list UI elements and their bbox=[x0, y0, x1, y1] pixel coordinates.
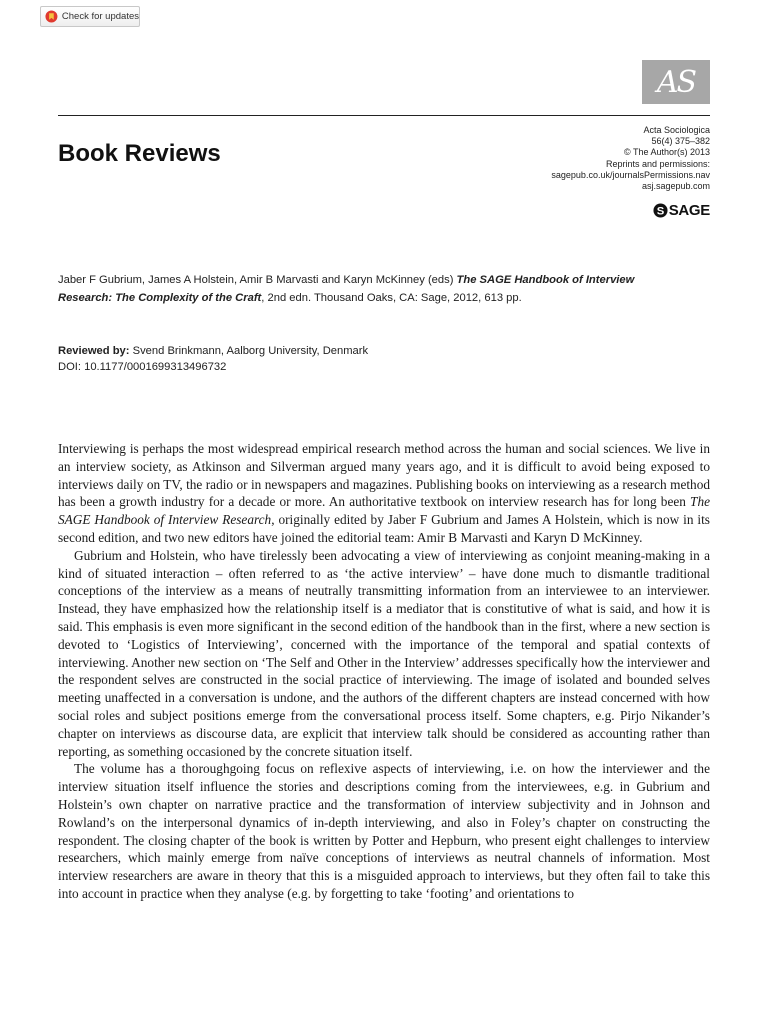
citation-authors: Jaber F Gubrium, James A Holstein, Amir B Marvasti and Karyn McKinney (eds) bbox=[58, 274, 457, 286]
review-body bbox=[58, 440, 710, 903]
book-citation bbox=[58, 272, 678, 307]
check-for-updates-label: Check for updates bbox=[61, 11, 139, 22]
sage-s-icon bbox=[653, 203, 668, 218]
journal-logo-text: AS bbox=[656, 64, 696, 100]
reviewer-name: Svend Brinkmann, Aalborg University, Denmark bbox=[129, 345, 369, 357]
journal-copyright: © The Author(s) 2013 bbox=[623, 147, 710, 158]
journal-volume: 56(4) 375–382 bbox=[651, 136, 710, 147]
paragraph-2: Gubrium and Holstein, who have tirelessly been advocating a view of interviewing as conjoint meaning-making in a kind of situated interaction – often referred to as ‘the active interview’ – have done much to dismantle traditional conceptions of the interview as a means of neutrally transmitting information from an interviewee to an interviewer. Instead, they have emphasized how the relationship itself is a mediator that is constitutive of what is said, and how it is said. This emphasis is even more significant in the second edition of the handbook than in the first, where a new section is devoted to ‘Logistics of Interviewing’, concerned with the importance of the temporal and spatial contexts of interviewing. Another new section on ‘The Self and Other in the Interview’ addresses specifically how the interviewer and the respondent selves are constructed in the social practice of interviewing. The image of isolated and bounded selves meeting unaffected in a conversation is undone, and the authors of the different chapters are instead concerned with how social roles and subject positions emerge from the conversational process itself. Some chapters, e.g. Pirjo Nikander’s chapter on interviews as discourse data, are explicit that interview talk should be considered as accounting rather than reporting, as something occasioned by the concrete situation itself. bbox=[58, 547, 710, 759]
publisher-name: SAGE bbox=[668, 202, 710, 219]
paragraph-1-book-title: The SAGE Handbook of Interview Research bbox=[58, 494, 710, 528]
journal-info bbox=[551, 125, 710, 192]
journal-reprints: Reprints and permissions: bbox=[605, 158, 710, 169]
publisher-logo bbox=[653, 202, 710, 219]
journal-name: Acta Sociologica bbox=[643, 125, 710, 135]
doi[interactable]: DOI: 10.1177/0001699313496732 bbox=[58, 361, 227, 373]
header-rule bbox=[58, 115, 710, 116]
review-info bbox=[58, 343, 678, 375]
journal-site-link[interactable]: asj.sagepub.com bbox=[641, 181, 710, 192]
paragraph-1-text-a: Interviewing is perhaps the most widespread empirical research method across the human and social sciences. We live in an interview society, as Atkinson and Silverman argued many years ago, and it is difficult to avoid being exposed to interviews daily on TV, the radio or in newspapers and magazines. Publishing books on interviewing as a research method has been a growth industry for a decade or more. An authoritative textbook on interview research has for long been bbox=[58, 441, 710, 510]
citation-details: , 2nd edn. Thousand Oaks, CA: Sage, 2012, 613 pp. bbox=[261, 291, 522, 304]
journal-logo bbox=[642, 60, 710, 104]
page-title: Book Reviews bbox=[58, 140, 221, 167]
paragraph-3: The volume has a thoroughgoing focus on reflexive aspects of interviewing, i.e. on how the interviewer and the interview situation itself influence the stories and descriptions coming from the interviewees, e.g. in Gubrium and Holstein’s own chapter on narrative practice and the transformation of interview subjectivity and in Johnson and Rowland’s on the interpersonal dynamics of in-depth interviewing, and also in Foley’s chapter on constructing the respondent. The closing chapter of the book is written by Potter and Hepburn, who present eight challenges to interview researchers, which mainly emerge from naïve conceptions of interviews as neutral channels of information. Most interview researchers are aware in theory that this is a misguided approach to interviews, but they often fail to take this into account in practice when they analyse (e.g. by forgetting to take ‘footing’ and orientations to bbox=[58, 761, 710, 901]
svg-text:S: S bbox=[656, 205, 664, 218]
reviewed-by-label: Reviewed by: bbox=[58, 345, 130, 357]
paragraph-1-text-b: , originally edited by Jaber F Gubrium and James A Holstein, which is now in its second edition, and two new editors have joined the editorial team: Amir B Marvasti and Karyn D McKinney. bbox=[58, 512, 710, 545]
permissions-link[interactable]: sagepub.co.uk/journalsPermissions.nav bbox=[551, 169, 710, 180]
crossmark-icon bbox=[45, 10, 58, 23]
paragraph-1 bbox=[58, 440, 710, 547]
citation-book-title: The SAGE Handbook of Interview Research: The Complexity of the Craft bbox=[58, 274, 635, 304]
check-for-updates-button[interactable] bbox=[40, 6, 140, 27]
